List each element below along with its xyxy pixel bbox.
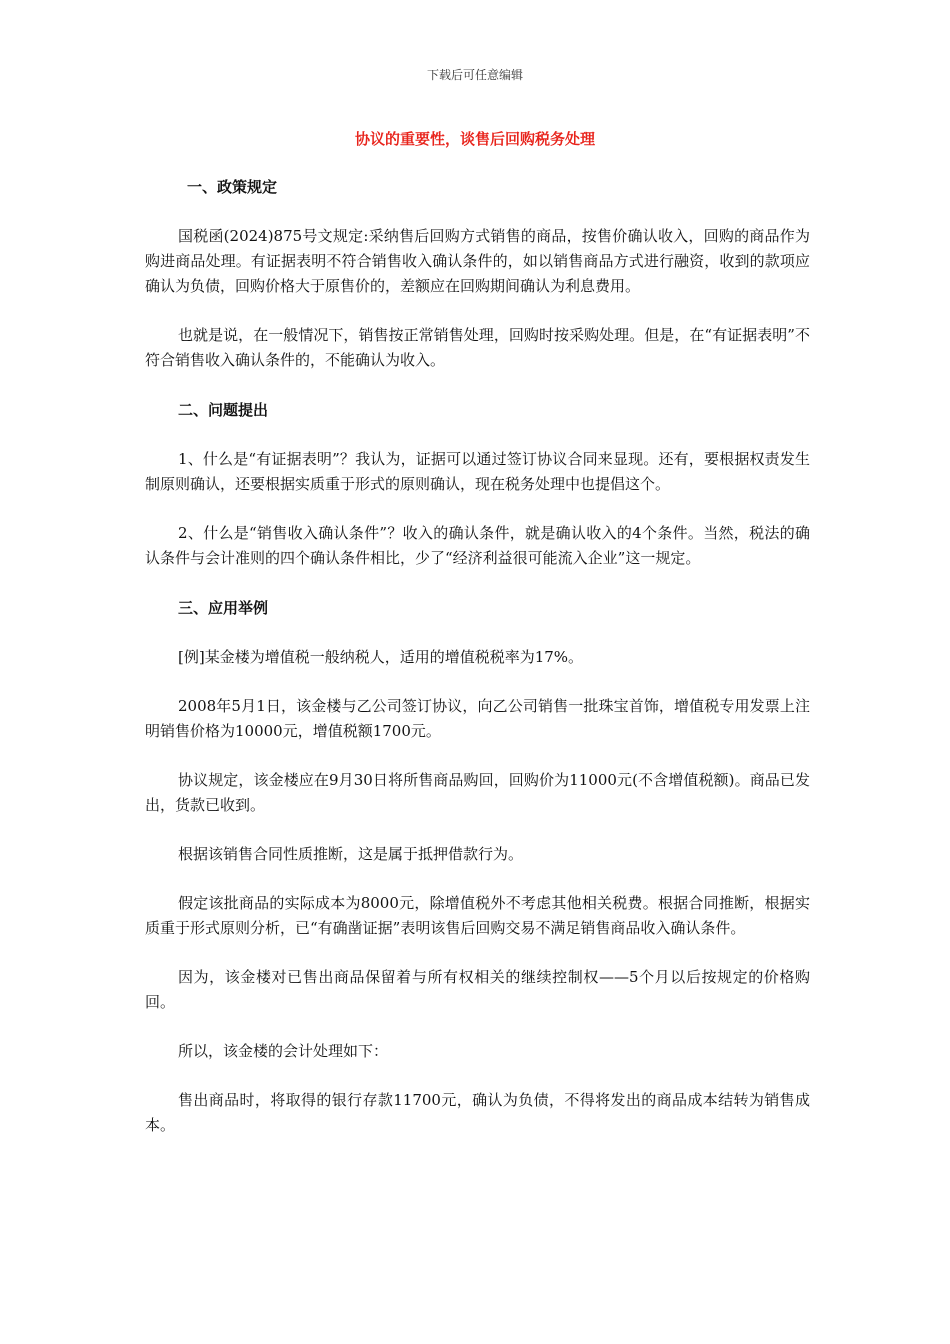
section-heading-questions: 二、问题提出	[178, 401, 269, 419]
section-heading-example: 三、应用举例	[178, 599, 269, 617]
paragraph: 也就是说，在一般情况下，销售按正常销售处理，回购时按采购处理。但是，在“有证据表明”不符合销售收入确认条件的，不能确认为收入。	[145, 326, 810, 369]
paragraph: 2008年5月1日，该金楼与乙公司签订协议，向乙公司销售一批珠宝首饰，增值税专用发票上注明销售价格为10000元，增值税额1700元。	[145, 697, 810, 740]
paragraph: 所以，该金楼的会计处理如下：	[178, 1042, 389, 1060]
paragraph: 1、什么是“有证据表明”？我认为，证据可以通过签订协议合同来显现。还有，要根据权责发生制原则确认，还要根据实质重于形式的原则确认，现在税务处理中也提倡这个。	[145, 450, 810, 493]
document-title: 协议的重要性，谈售后回购税务处理	[354, 130, 595, 148]
paragraph: 因为，该金楼对已售出商品保留着与所有权相关的继续控制权——5个月以后按规定的价格购回。	[145, 968, 810, 1011]
document-body	[145, 174, 810, 1138]
paragraph: 售出商品时，将取得的银行存款11700元，确认为负债，不得将发出的商品成本结转为销售成本。	[145, 1091, 810, 1134]
section-heading-policy: 一、政策规定	[187, 178, 278, 196]
paragraph: 2、什么是“销售收入确认条件”？收入的确认条件，就是确认收入的4个条件。当然，税法的确认条件与会计准则的四个确认条件相比，少了“经济利益很可能流入企业”这一规定。	[145, 524, 810, 567]
paragraph: 根据该销售合同性质推断，这是属于抵押借款行为。	[178, 845, 524, 863]
paragraph: 假定该批商品的实际成本为8000元，除增值税外不考虑其他相关税费。根据合同推断，根据实质重于形式原则分析，已“有确凿证据”表明该售后回购交易不满足销售商品收入确认条件。	[145, 894, 810, 937]
paragraph: 协议规定，该金楼应在9月30日将所售商品购回，回购价为11000元(不含增值税额)。商品已发出，货款已收到。	[145, 771, 810, 814]
paragraph: [例]某金楼为增值税一般纳税人，适用的增值税税率为17%。	[178, 648, 584, 666]
header-note: 下载后可任意编辑	[426, 68, 523, 82]
paragraph: 国税函(2024)875号文规定:采纳售后回购方式销售的商品，按售价确认收入，回购的商品作为购进商品处理。有证据表明不符合销售收入确认条件的，如以销售商品方式进行融资，收到的款项应确认为负债，回购价格大于原售价的，差额应在回购期间确认为利息费用。	[145, 227, 810, 295]
